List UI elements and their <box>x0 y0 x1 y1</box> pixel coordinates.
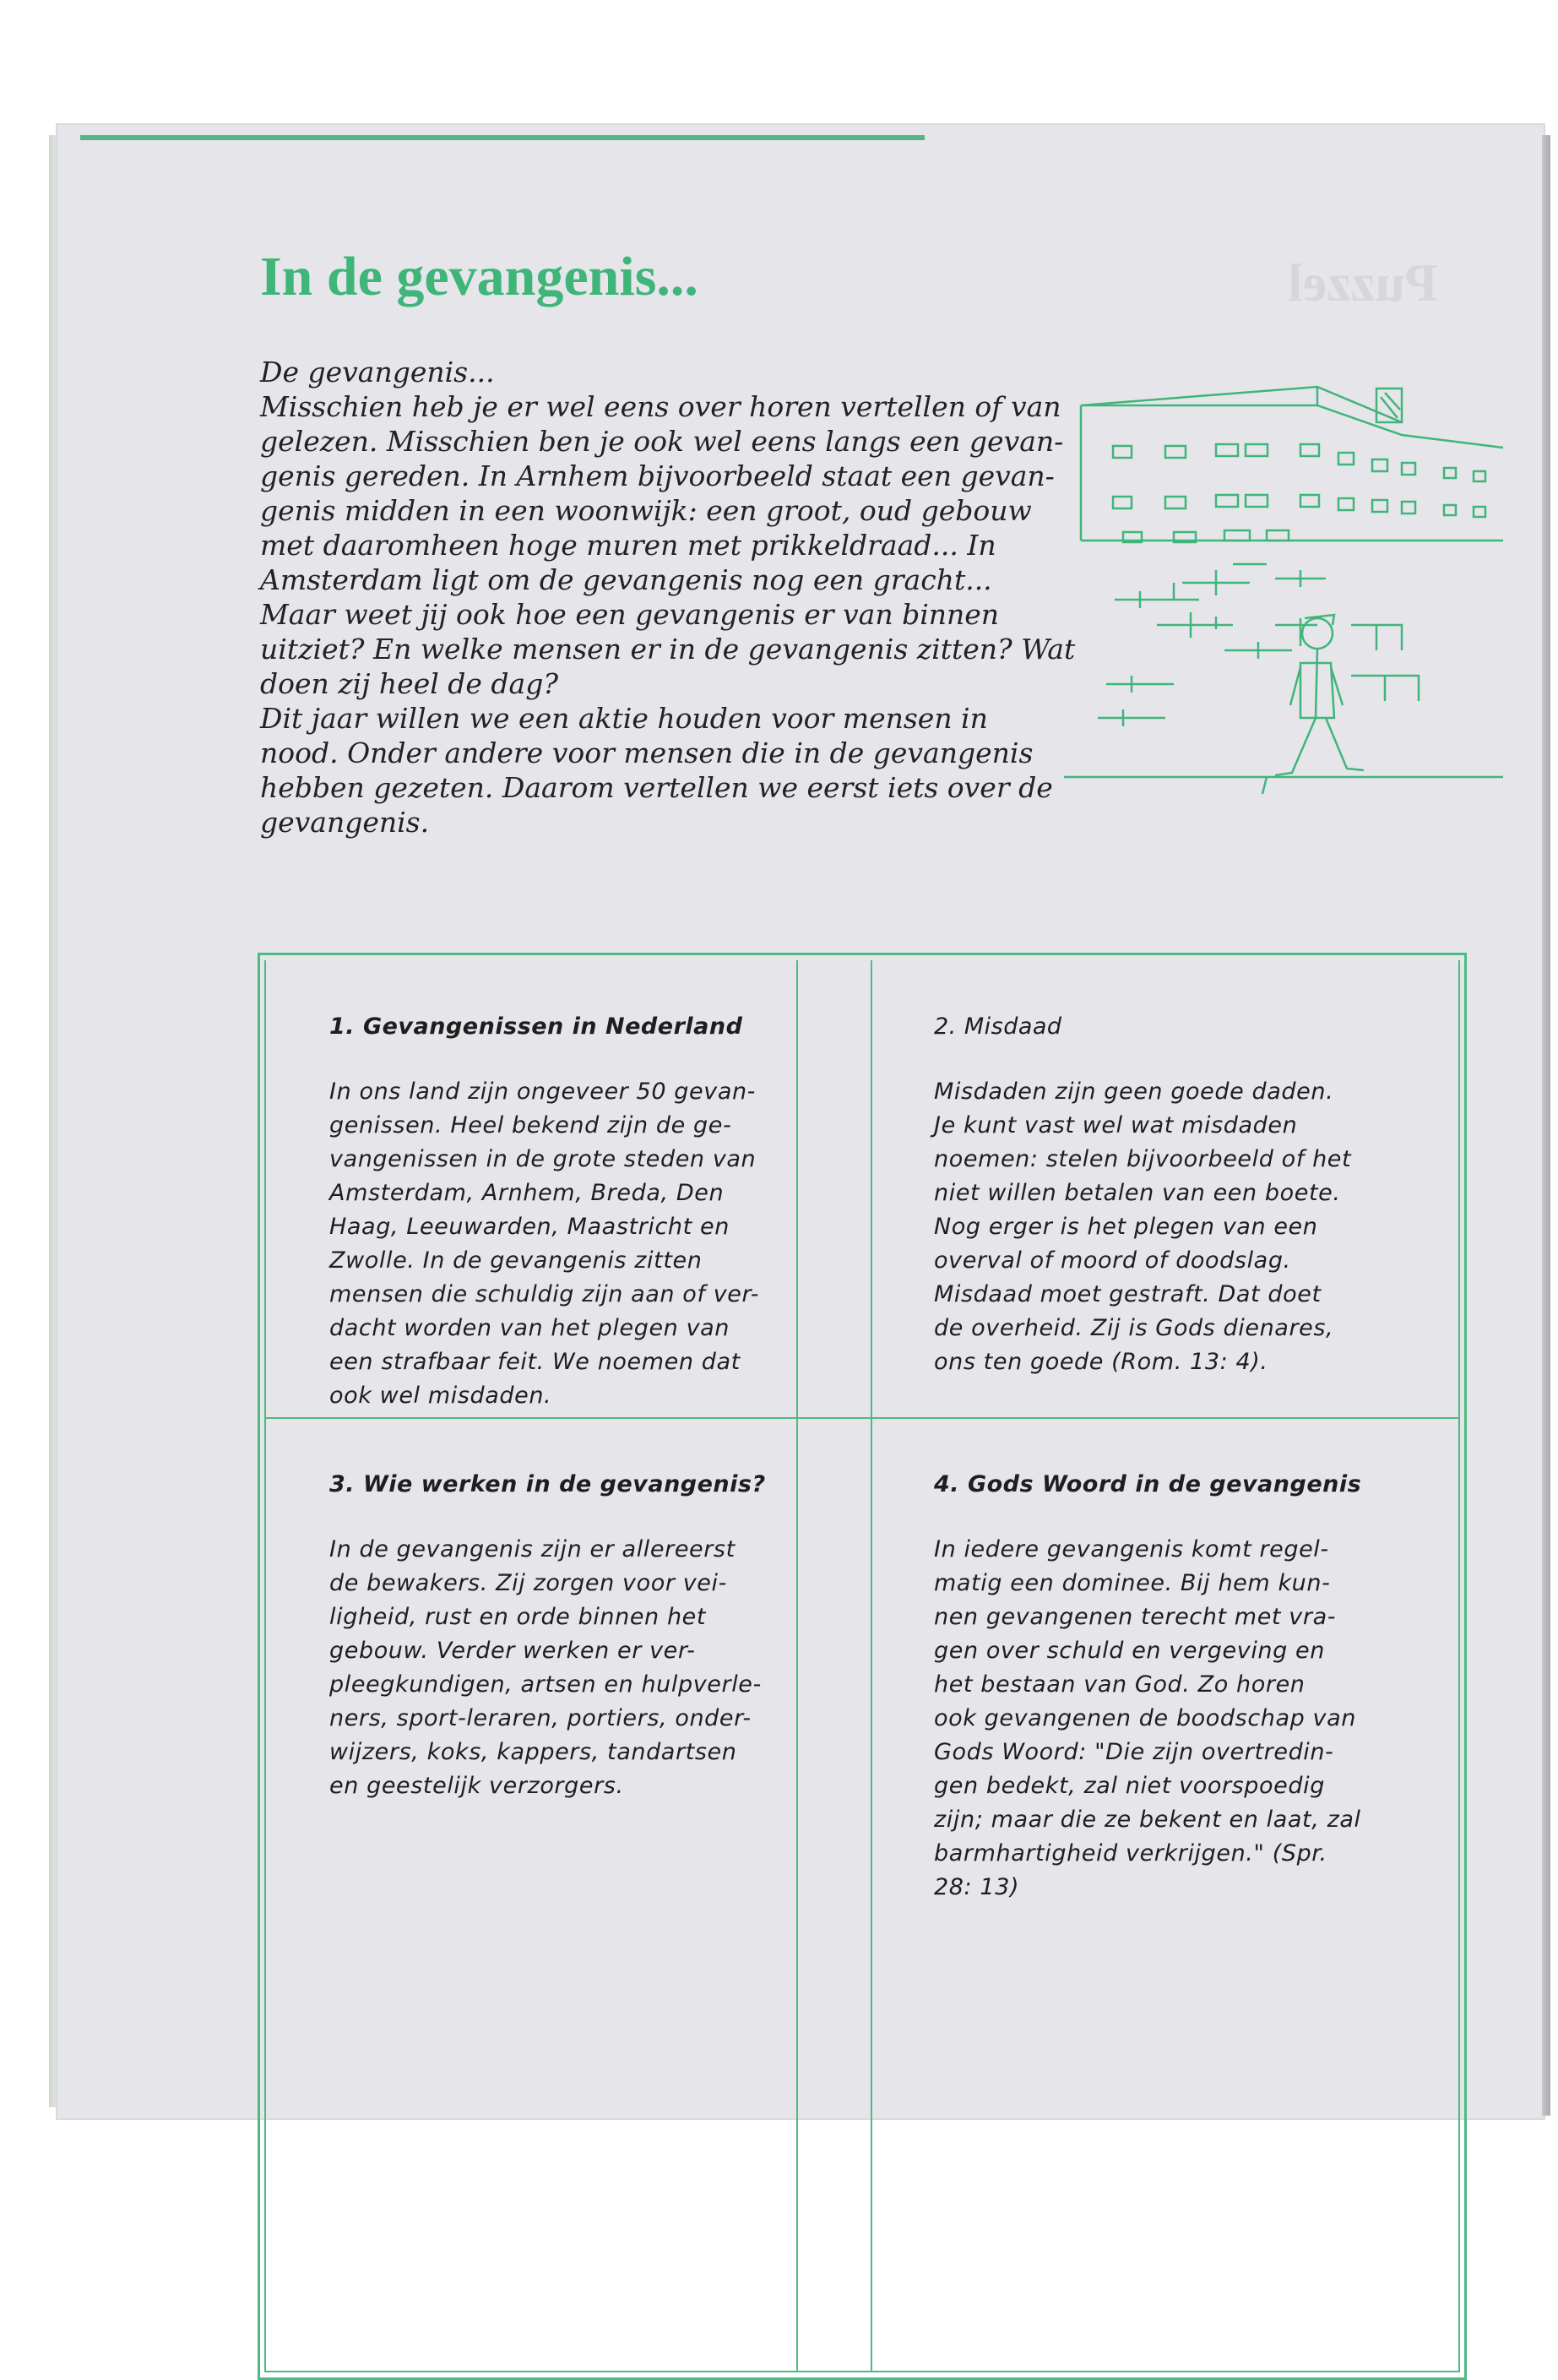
section-line: niet willen betalen van een boete. <box>934 1180 1341 1206</box>
section-line: ligheid, rust en orde binnen het <box>329 1604 707 1630</box>
section-line: Zwolle. In de gevangenis zitten <box>329 1247 703 1274</box>
section-line: Je kunt vast wel wat misdaden <box>934 1112 1298 1138</box>
intro-line: gelezen. Misschien ben je ook wel eens langs een gevan- <box>260 425 1064 458</box>
grid-bottom-rule <box>264 2371 1460 2372</box>
section-line: Nog erger is het plegen van een <box>934 1214 1318 1240</box>
section-line: In ons land zijn ongeveer 50 gevan- <box>329 1079 757 1105</box>
section-line: gen over schuld en vergeving en <box>934 1638 1325 1664</box>
intro-line: doen zij heel de dag? <box>260 667 559 700</box>
intro-line: genis midden in een woonwijk: een groot, oud gebouw <box>260 494 1032 527</box>
section-line: overval of moord of doodslag. <box>934 1247 1291 1274</box>
section-line: zijn; maar die ze bekent en laat, zal <box>934 1807 1361 1833</box>
grid-divider-vertical-left <box>796 960 798 2372</box>
page-edge-right <box>1542 135 1550 2116</box>
section-line: dacht worden van het plegen van <box>329 1315 730 1341</box>
section-line: noemen: stelen bijvoorbeeld of het <box>934 1146 1352 1172</box>
section-who-works-in-prison <box>329 1471 766 1803</box>
intro-line: met daaromheen hoge muren met prikkeldraad... In <box>260 529 996 562</box>
intro-line: De gevangenis... <box>260 356 495 389</box>
intro-line: Amsterdam ligt om de gevangenis nog een gracht... <box>260 563 992 596</box>
section-line: pleegkundigen, artsen en hulpverle- <box>329 1671 762 1698</box>
grid-left-rule <box>264 960 266 2372</box>
section-line: de bewakers. Zij zorgen voor vei- <box>329 1570 727 1596</box>
section-line: In de gevangenis zijn er allereerst <box>329 1536 736 1562</box>
bleed-through-title: Puzzel <box>1288 253 1438 312</box>
section-line: gebouw. Verder werken er ver- <box>329 1638 696 1664</box>
section-line: nen gevangenen terecht met vra- <box>934 1604 1337 1630</box>
section-line: en geestelijk verzorgers. <box>329 1773 624 1799</box>
section-prisons-in-netherlands <box>329 1013 759 1413</box>
section-body <box>329 1533 766 1803</box>
section-title: 4. Gods Woord in de gevangenis <box>934 1471 1362 1497</box>
section-line: genissen. Heel bekend zijn de ge- <box>329 1112 732 1138</box>
section-line: Misdaden zijn geen goede daden. <box>934 1079 1334 1105</box>
top-green-rule <box>80 135 925 140</box>
section-line: matig een dominee. Bij hem kun- <box>934 1570 1331 1596</box>
section-line: Gods Woord: "Die zijn overtredin- <box>934 1739 1334 1765</box>
section-body <box>329 1075 759 1413</box>
section-title: 3. Wie werken in de gevangenis? <box>329 1471 766 1497</box>
section-line: de overheid. Zij is Gods dienares, <box>934 1315 1334 1341</box>
section-line: gen bedekt, zal niet voorspoedig <box>934 1773 1325 1799</box>
section-title: 2. Misdaad <box>934 1013 1062 1040</box>
page-title: In de gevangenis... <box>260 246 698 307</box>
section-line: ook gevangenen de boodschap van <box>934 1705 1356 1731</box>
section-line: 28: 13) <box>934 1874 1020 1900</box>
intro-line: gevangenis. <box>260 806 430 839</box>
intro-line: genis gereden. In Arnhem bijvoorbeeld staat een gevan- <box>260 459 1055 492</box>
section-line: vangenissen in de grote steden van <box>329 1146 757 1172</box>
intro-line: hebben gezeten. Daarom vertellen we eerst iets over de <box>260 771 1053 804</box>
section-line: het bestaan van God. Zo horen <box>934 1671 1306 1698</box>
grid-divider-horizontal <box>264 1417 1460 1419</box>
grid-right-rule <box>1458 960 1460 2372</box>
grid-divider-vertical-right <box>871 960 872 2372</box>
section-line: een strafbaar feit. We noemen dat <box>329 1349 741 1375</box>
section-line: mensen die schuldig zijn aan of ver- <box>329 1281 760 1307</box>
section-gods-word-in-prison <box>934 1471 1361 1905</box>
section-misdaad <box>934 1013 1351 1379</box>
section-line: ners, sport-leraren, portiers, onder- <box>329 1705 752 1731</box>
section-body <box>934 1075 1351 1379</box>
intro-paragraph <box>260 355 1076 840</box>
section-line: barmhartigheid verkrijgen." (Spr. <box>934 1840 1327 1867</box>
section-line: ook wel misdaden. <box>329 1383 552 1409</box>
prison-illustration <box>1047 372 1503 853</box>
intro-line: nood. Onder andere voor mensen die in de gevangenis <box>260 736 1034 769</box>
section-line: wijzers, koks, kappers, tandartsen <box>329 1739 737 1765</box>
section-line: In iedere gevangenis komt regel- <box>934 1536 1329 1562</box>
intro-line: uitziet? En welke mensen er in de gevangenis zitten? Wat <box>260 633 1076 666</box>
intro-line: Dit jaar willen we een aktie houden voor mensen in <box>260 702 988 735</box>
section-line: Misdaad moet gestraft. Dat doet <box>934 1281 1322 1307</box>
section-line: ons ten goede (Rom. 13: 4). <box>934 1349 1268 1375</box>
section-title: 1. Gevangenissen in Nederland <box>329 1013 743 1040</box>
section-line: Haag, Leeuwarden, Maastricht en <box>329 1214 730 1240</box>
intro-line: Misschien heb je er wel eens over horen vertellen of van <box>260 390 1061 423</box>
section-line: Amsterdam, Arnhem, Breda, Den <box>329 1180 725 1206</box>
intro-line: Maar weet jij ook hoe een gevangenis er van binnen <box>260 598 1000 631</box>
section-body <box>934 1533 1361 1905</box>
